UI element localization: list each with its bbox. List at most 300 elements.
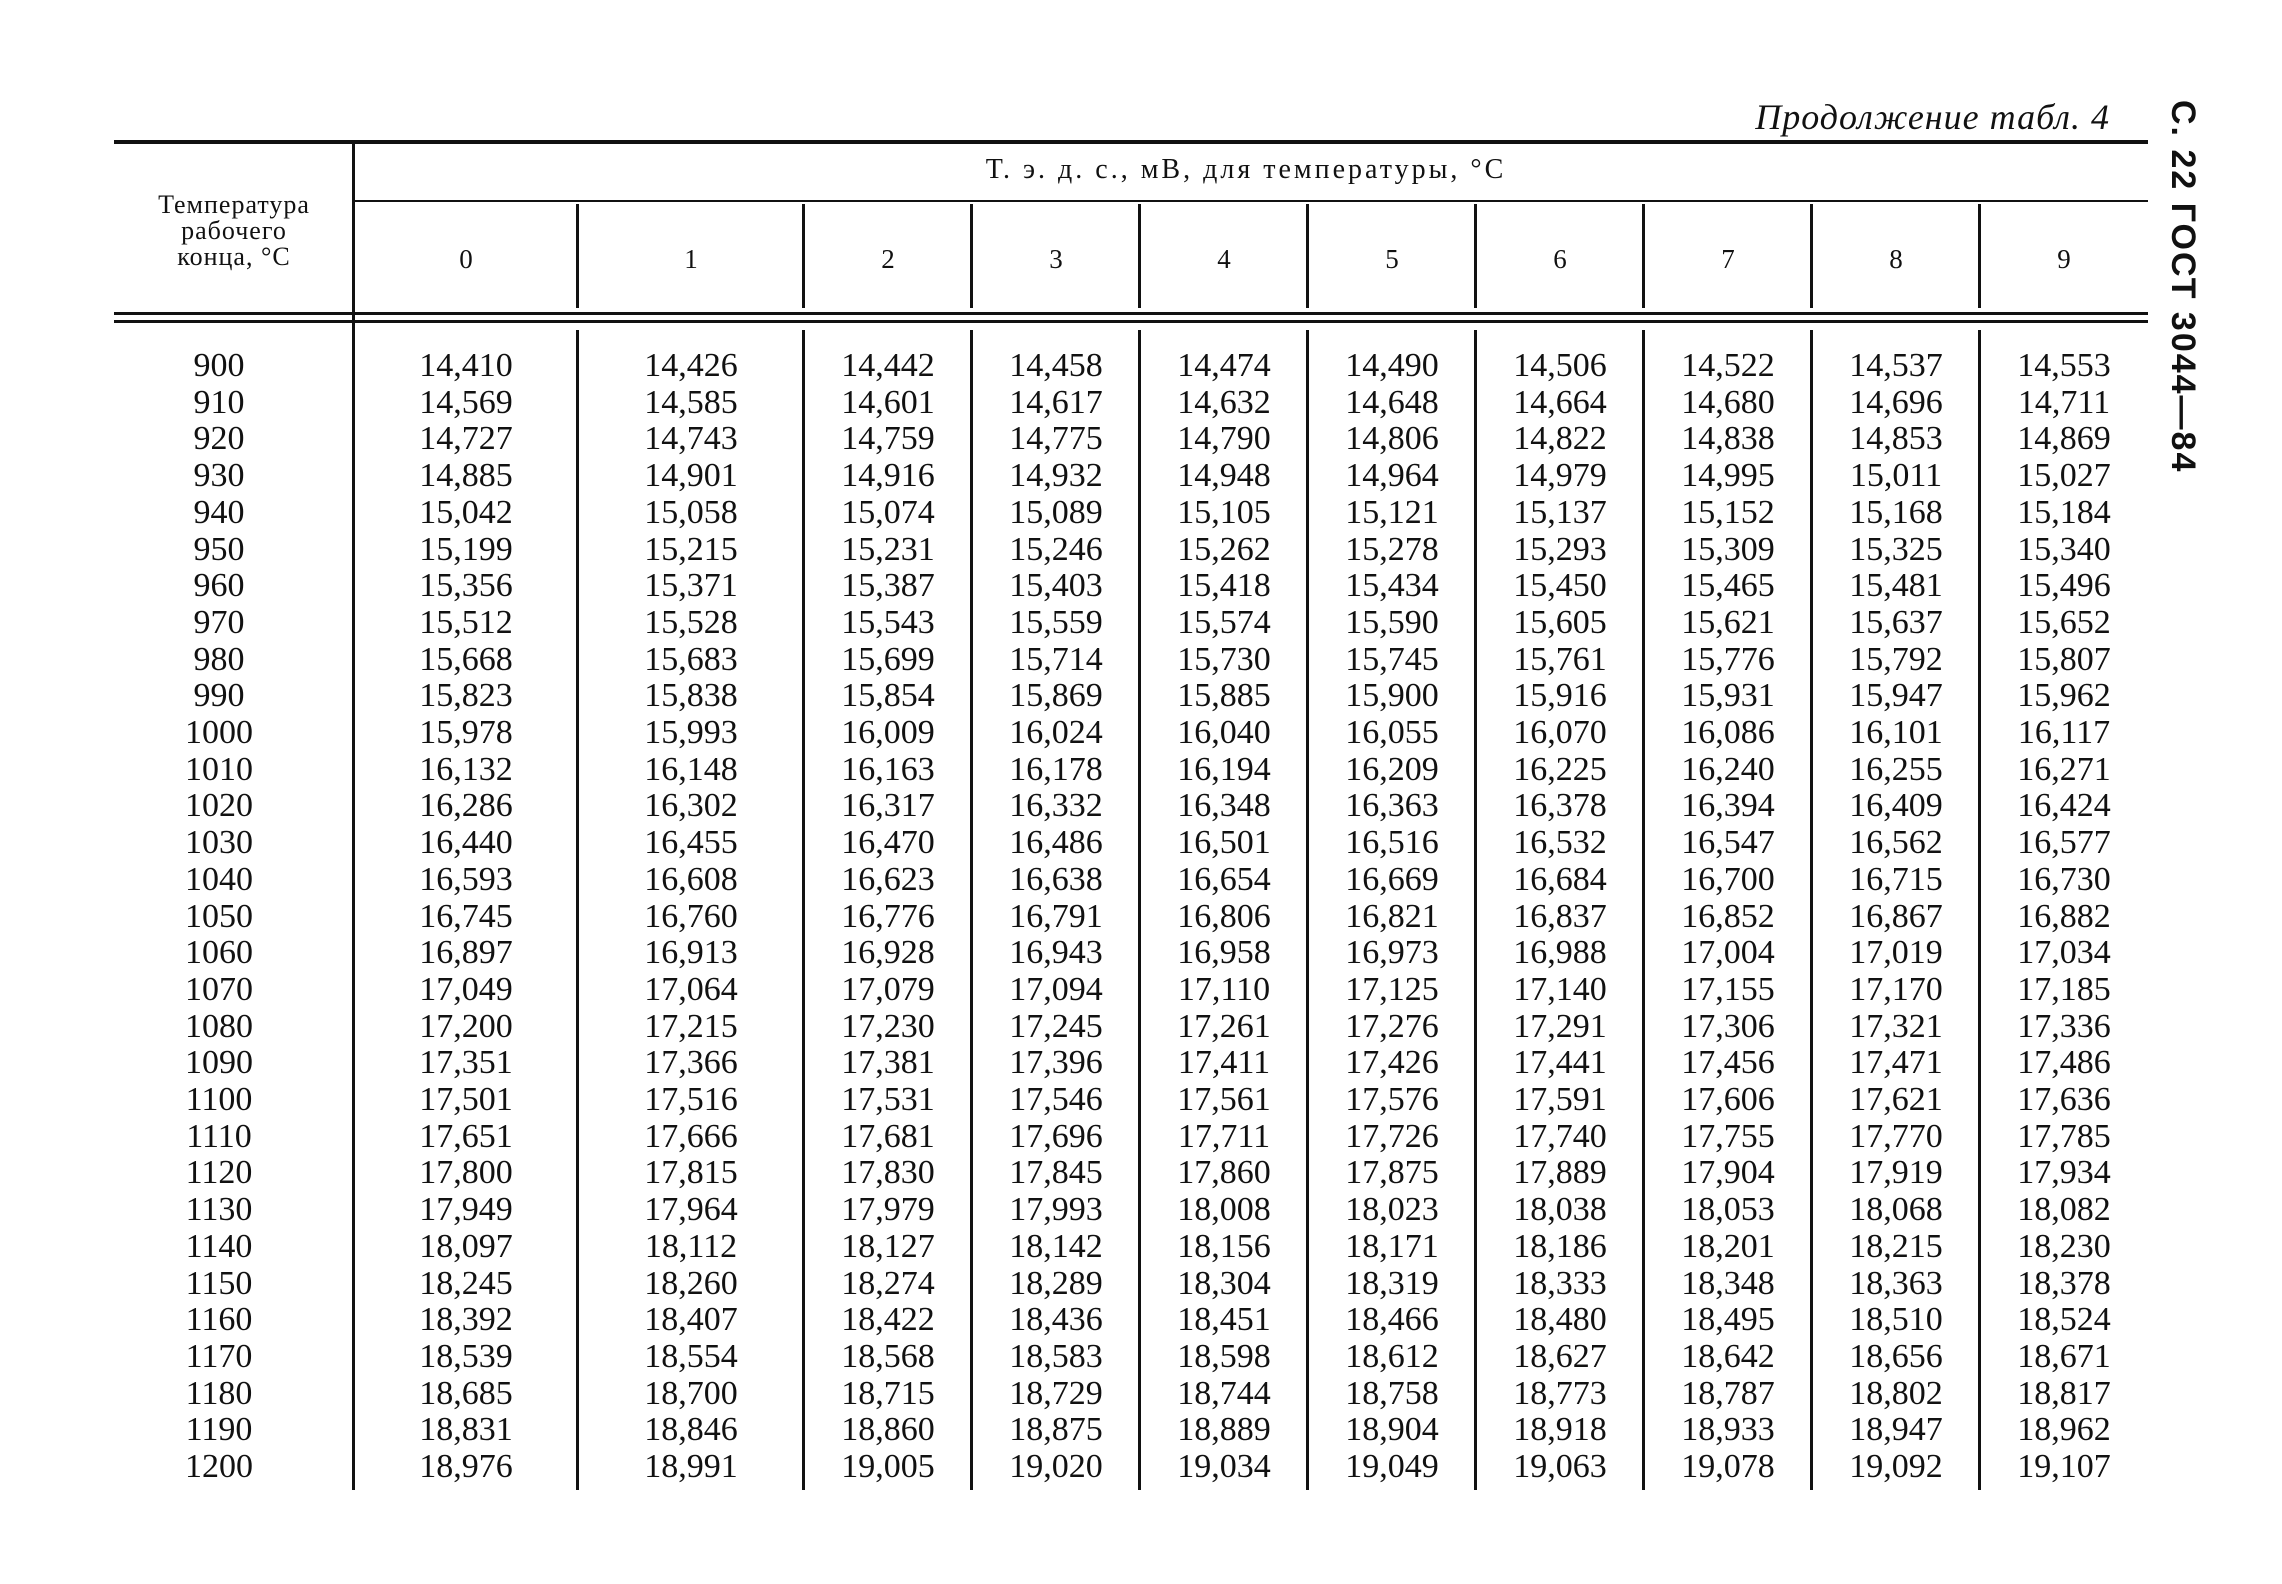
table-cell: 18,392 xyxy=(419,1301,513,1339)
table-cell: 17,125 xyxy=(1345,970,1439,1008)
table-cell: 17,516 xyxy=(644,1081,738,1118)
table-cell: 18,023 xyxy=(1345,1191,1439,1229)
table-cell: 15,605 xyxy=(1513,603,1607,641)
table-cell: 18,627 xyxy=(1513,1337,1607,1375)
table-cell: 17,306 xyxy=(1681,1007,1775,1045)
table-cell: 15,340 xyxy=(2017,530,2111,568)
table-cell: 16,086 xyxy=(1681,714,1775,751)
table-cell: 19,092 xyxy=(1849,1448,1943,1485)
table-cell: 17,140 xyxy=(1513,970,1607,1008)
table-cell: 16,055 xyxy=(1345,714,1439,751)
table-cell: 16,363 xyxy=(1345,787,1439,825)
table-cell: 15,869 xyxy=(1009,677,1103,715)
table-cell: 17,486 xyxy=(2017,1044,2111,1082)
table-cell: 18,407 xyxy=(644,1301,738,1339)
table-cell: 18,304 xyxy=(1177,1264,1271,1302)
table-cell: 18,860 xyxy=(841,1411,935,1449)
table-cell: 15,450 xyxy=(1513,567,1607,605)
row-temperature: 1040 xyxy=(185,860,253,898)
table-cell: 14,822 xyxy=(1513,420,1607,458)
table-cell: 17,636 xyxy=(2017,1081,2111,1118)
page-standard-label: С. 22 ГОСТ 3044—84 xyxy=(2164,100,2202,474)
row-temperature: 960 xyxy=(193,567,245,605)
table-cell: 18,274 xyxy=(841,1264,935,1302)
table-cell: 14,601 xyxy=(841,383,935,421)
table-cell: 16,101 xyxy=(1849,714,1943,751)
table-cell: 15,637 xyxy=(1849,603,1943,641)
table-cell: 17,889 xyxy=(1513,1154,1607,1192)
table-cell: 17,979 xyxy=(841,1191,935,1229)
table-cell: 15,371 xyxy=(644,567,738,605)
table-cell: 17,904 xyxy=(1681,1154,1775,1192)
table-cell: 16,255 xyxy=(1849,750,1943,788)
table-cell: 18,480 xyxy=(1513,1301,1607,1339)
table-cell: 17,501 xyxy=(419,1081,513,1118)
table-cell: 18,875 xyxy=(1009,1411,1103,1449)
table-cell: 17,381 xyxy=(841,1044,935,1082)
table-cell: 15,278 xyxy=(1345,530,1439,568)
table-caption: Продолжение табл. 4 xyxy=(1755,97,2110,137)
table-cell: 17,049 xyxy=(419,970,513,1008)
table-cell: 18,744 xyxy=(1177,1374,1271,1412)
row-temperature: 1090 xyxy=(185,1044,253,1082)
row-temperature: 1160 xyxy=(185,1301,253,1339)
table-cell: 17,845 xyxy=(1009,1154,1103,1192)
table-cell: 16,988 xyxy=(1513,934,1607,972)
row-temperature: 1060 xyxy=(185,934,253,972)
table-cell: 14,664 xyxy=(1513,383,1607,421)
column-header: 1 xyxy=(684,244,698,274)
table-cell: 17,830 xyxy=(841,1154,935,1192)
table-cell: 14,537 xyxy=(1849,347,1943,384)
table-cell: 15,215 xyxy=(644,530,738,568)
table-cell: 18,889 xyxy=(1177,1411,1271,1449)
table-cell: 14,964 xyxy=(1345,457,1439,495)
table-cell: 15,900 xyxy=(1345,677,1439,715)
header-rule xyxy=(114,312,2148,315)
group-rule xyxy=(354,200,2148,202)
table-cell: 16,070 xyxy=(1513,714,1607,751)
table-cell: 18,904 xyxy=(1345,1411,1439,1449)
table-cell: 15,105 xyxy=(1177,493,1271,531)
top-rule xyxy=(114,140,2148,144)
row-temperature: 1180 xyxy=(185,1374,253,1412)
table-cell: 15,528 xyxy=(644,603,738,641)
table-cell: 18,127 xyxy=(841,1227,935,1265)
table-cell: 15,543 xyxy=(841,603,935,641)
table-cell: 15,418 xyxy=(1177,567,1271,605)
table-cell: 18,671 xyxy=(2017,1337,2111,1375)
table-cell: 16,821 xyxy=(1345,897,1439,935)
table-cell: 16,532 xyxy=(1513,824,1607,862)
row-header-line: Температура xyxy=(158,190,310,219)
table-cell: 14,869 xyxy=(2017,420,2111,458)
table-cell: 15,776 xyxy=(1681,640,1775,678)
table-cell: 17,621 xyxy=(1849,1081,1943,1118)
table-cell: 15,931 xyxy=(1681,677,1775,715)
column-header: 6 xyxy=(1553,244,1567,274)
table-cell: 17,396 xyxy=(1009,1044,1103,1082)
table-cell: 18,053 xyxy=(1681,1191,1775,1229)
table-cell: 15,885 xyxy=(1177,677,1271,715)
table-cell: 17,094 xyxy=(1009,970,1103,1008)
table-cell: 17,215 xyxy=(644,1007,738,1045)
table-cell: 17,576 xyxy=(1345,1081,1439,1118)
table-cell: 15,993 xyxy=(644,714,738,751)
table-cell: 15,683 xyxy=(644,640,738,678)
table-cell: 18,583 xyxy=(1009,1337,1103,1375)
column-header: 7 xyxy=(1721,244,1735,274)
table-cell: 16,409 xyxy=(1849,787,1943,825)
table-cell: 14,442 xyxy=(841,347,935,384)
table-cell: 15,121 xyxy=(1345,493,1439,531)
table-cell: 17,441 xyxy=(1513,1044,1607,1082)
table-cell: 17,245 xyxy=(1009,1007,1103,1045)
column-header: 8 xyxy=(1889,244,1903,274)
row-header-line: рабочего xyxy=(181,216,287,245)
row-temperature: 1150 xyxy=(185,1264,253,1302)
table-cell: 14,632 xyxy=(1177,383,1271,421)
table-cell: 16,669 xyxy=(1345,860,1439,898)
table-cell: 18,348 xyxy=(1681,1264,1775,1302)
table-cell: 17,726 xyxy=(1345,1117,1439,1155)
table-cell: 16,791 xyxy=(1009,897,1103,935)
table-cell: 17,546 xyxy=(1009,1081,1103,1118)
table-cell: 16,593 xyxy=(419,860,513,898)
table-cell: 17,004 xyxy=(1681,934,1775,972)
table-cell: 14,901 xyxy=(644,457,738,495)
table-cell: 15,574 xyxy=(1177,603,1271,641)
row-temperature: 1130 xyxy=(185,1191,253,1229)
table-cell: 18,436 xyxy=(1009,1301,1103,1339)
table-cell: 14,979 xyxy=(1513,457,1607,495)
table-cell: 15,465 xyxy=(1681,567,1775,605)
row-temperature: 1140 xyxy=(185,1227,253,1265)
table-cell: 15,699 xyxy=(841,640,935,678)
table-cell: 16,209 xyxy=(1345,750,1439,788)
table-cell: 16,562 xyxy=(1849,824,1943,862)
column-header: 3 xyxy=(1049,244,1063,274)
table-cell: 17,785 xyxy=(2017,1117,2111,1155)
table-cell: 17,155 xyxy=(1681,970,1775,1008)
table-cell: 17,200 xyxy=(419,1007,513,1045)
table-cell: 18,112 xyxy=(644,1227,738,1265)
table-cell: 16,730 xyxy=(2017,860,2111,898)
table-cell: 18,539 xyxy=(419,1337,513,1375)
table-cell: 15,434 xyxy=(1345,567,1439,605)
row-temperature: 1200 xyxy=(185,1448,253,1485)
table-cell: 16,913 xyxy=(644,934,738,972)
table-cell: 17,185 xyxy=(2017,970,2111,1008)
table-cell: 17,606 xyxy=(1681,1081,1775,1118)
table-cell: 18,142 xyxy=(1009,1227,1103,1265)
table-cell: 16,024 xyxy=(1009,714,1103,751)
table-cell: 15,838 xyxy=(644,677,738,715)
table-cell: 18,422 xyxy=(841,1301,935,1339)
table-cell: 16,317 xyxy=(841,787,935,825)
table-cell: 17,800 xyxy=(419,1154,513,1192)
table-cell: 18,495 xyxy=(1681,1301,1775,1339)
column-header: 0 xyxy=(459,244,473,274)
table-cell: 16,760 xyxy=(644,897,738,935)
table-cell: 14,948 xyxy=(1177,457,1271,495)
table-cell: 14,490 xyxy=(1345,347,1439,384)
table-cell: 18,289 xyxy=(1009,1264,1103,1302)
table-cell: 14,743 xyxy=(644,420,738,458)
row-temperature: 980 xyxy=(193,640,245,678)
table-cell: 14,426 xyxy=(644,347,738,384)
table-cell: 18,156 xyxy=(1177,1227,1271,1265)
table-cell: 18,787 xyxy=(1681,1374,1775,1412)
table-cell: 14,885 xyxy=(419,457,513,495)
row-temperature: 1110 xyxy=(186,1117,252,1155)
table-cell: 16,271 xyxy=(2017,750,2111,788)
table-cell: 17,949 xyxy=(419,1191,513,1229)
table-cell: 17,875 xyxy=(1345,1154,1439,1192)
table-cell: 16,715 xyxy=(1849,860,1943,898)
table-cell: 16,332 xyxy=(1009,787,1103,825)
table-cell: 19,034 xyxy=(1177,1448,1271,1485)
row-temperature: 930 xyxy=(193,457,245,495)
table-cell: 16,132 xyxy=(419,750,513,788)
table-cell: 19,049 xyxy=(1345,1448,1439,1485)
table-cell: 17,591 xyxy=(1513,1081,1607,1118)
table-cell: 16,897 xyxy=(419,934,513,972)
table-cell: 16,148 xyxy=(644,750,738,788)
table-cell: 14,585 xyxy=(644,383,738,421)
row-temperature: 910 xyxy=(193,383,245,421)
row-temperature: 940 xyxy=(193,493,245,531)
row-header-line: конца, °С xyxy=(177,242,291,271)
column-header: 5 xyxy=(1385,244,1399,274)
table-cell: 14,932 xyxy=(1009,457,1103,495)
table-cell: 18,378 xyxy=(2017,1264,2111,1302)
table-cell: 17,456 xyxy=(1681,1044,1775,1082)
table-cell: 18,260 xyxy=(644,1264,738,1302)
table-cell: 17,079 xyxy=(841,970,935,1008)
table-cell: 18,817 xyxy=(2017,1374,2111,1412)
table-cell: 15,559 xyxy=(1009,603,1103,641)
table-cell: 15,309 xyxy=(1681,530,1775,568)
table-cell: 17,755 xyxy=(1681,1117,1775,1155)
table-cell: 18,215 xyxy=(1849,1227,1943,1265)
table-cell: 15,807 xyxy=(2017,640,2111,678)
table-cell: 18,319 xyxy=(1345,1264,1439,1302)
table-cell: 17,019 xyxy=(1849,934,1943,972)
table-cell: 16,623 xyxy=(841,860,935,898)
table-cell: 16,286 xyxy=(419,787,513,825)
table-cell: 17,666 xyxy=(644,1117,738,1155)
table-cell: 17,291 xyxy=(1513,1007,1607,1045)
table-cell: 15,496 xyxy=(2017,567,2111,605)
table-cell: 16,040 xyxy=(1177,714,1271,751)
table-cell: 16,178 xyxy=(1009,750,1103,788)
table-cell: 15,137 xyxy=(1513,493,1607,531)
table-cell: 15,916 xyxy=(1513,677,1607,715)
table-cell: 17,964 xyxy=(644,1191,738,1229)
table-cell: 15,152 xyxy=(1681,493,1775,531)
table-cell: 16,928 xyxy=(841,934,935,972)
table-cell: 18,933 xyxy=(1681,1411,1775,1449)
table-cell: 16,378 xyxy=(1513,787,1607,825)
row-header xyxy=(114,192,354,270)
table-cell: 14,569 xyxy=(419,383,513,421)
table-cell: 16,163 xyxy=(841,750,935,788)
table-cell: 15,792 xyxy=(1849,640,1943,678)
row-temperature: 1050 xyxy=(185,897,253,935)
table-cell: 17,696 xyxy=(1009,1117,1103,1155)
table-cell: 15,074 xyxy=(841,493,935,531)
table-cell: 17,711 xyxy=(1177,1117,1271,1155)
table-cell: 17,411 xyxy=(1177,1044,1271,1082)
table-cell: 14,838 xyxy=(1681,420,1775,458)
table-cell: 15,978 xyxy=(419,714,513,751)
table-cell: 18,363 xyxy=(1849,1264,1943,1302)
table-cell: 17,531 xyxy=(841,1081,935,1118)
table-cell: 18,568 xyxy=(841,1337,935,1375)
table-cell: 16,240 xyxy=(1681,750,1775,788)
table-cell: 16,882 xyxy=(2017,897,2111,935)
table-cell: 19,107 xyxy=(2017,1448,2111,1485)
table-cell: 16,867 xyxy=(1849,897,1943,935)
table-cell: 18,171 xyxy=(1345,1227,1439,1265)
table-cell: 14,474 xyxy=(1177,347,1271,384)
table-cell: 18,524 xyxy=(2017,1301,2111,1339)
table-cell: 15,011 xyxy=(1849,457,1943,495)
table-cell: 16,394 xyxy=(1681,787,1775,825)
table-cell: 17,351 xyxy=(419,1044,513,1082)
table-cell: 14,648 xyxy=(1345,383,1439,421)
table-cell: 19,020 xyxy=(1009,1448,1103,1485)
table-cell: 17,934 xyxy=(2017,1154,2111,1192)
table-cell: 16,852 xyxy=(1681,897,1775,935)
table-cell: 15,621 xyxy=(1681,603,1775,641)
table-cell: 15,231 xyxy=(841,530,935,568)
table-cell: 14,617 xyxy=(1009,383,1103,421)
table-cell: 18,554 xyxy=(644,1337,738,1375)
table-cell: 15,668 xyxy=(419,640,513,678)
table-cell: 17,034 xyxy=(2017,934,2111,972)
table-cell: 18,962 xyxy=(2017,1411,2111,1449)
table-cell: 15,325 xyxy=(1849,530,1943,568)
table-cell: 18,758 xyxy=(1345,1374,1439,1412)
table-cell: 18,831 xyxy=(419,1411,513,1449)
table-cell: 14,995 xyxy=(1681,457,1775,495)
table-cell: 17,740 xyxy=(1513,1117,1607,1155)
table-cell: 16,608 xyxy=(644,860,738,898)
table-cell: 18,097 xyxy=(419,1227,513,1265)
table-cell: 16,302 xyxy=(644,787,738,825)
table-cell: 16,455 xyxy=(644,824,738,862)
table-cell: 15,387 xyxy=(841,567,935,605)
table-cell: 15,823 xyxy=(419,677,513,715)
table-cell: 19,078 xyxy=(1681,1448,1775,1485)
table-cell: 15,184 xyxy=(2017,493,2111,531)
table-cell: 16,638 xyxy=(1009,860,1103,898)
table-cell: 18,333 xyxy=(1513,1264,1607,1302)
table-cell: 16,837 xyxy=(1513,897,1607,935)
table-cell: 15,854 xyxy=(841,677,935,715)
table-cell: 15,042 xyxy=(419,493,513,531)
table-cell: 19,005 xyxy=(841,1448,935,1485)
table-cell: 17,471 xyxy=(1849,1044,1943,1082)
table-cell: 18,082 xyxy=(2017,1191,2111,1229)
table-cell: 16,348 xyxy=(1177,787,1271,825)
table-cell: 18,846 xyxy=(644,1411,738,1449)
table-cell: 16,684 xyxy=(1513,860,1607,898)
table-cell: 17,336 xyxy=(2017,1007,2111,1045)
table-cell: 18,656 xyxy=(1849,1337,1943,1375)
table-cell: 18,068 xyxy=(1849,1191,1943,1229)
row-temperature: 900 xyxy=(193,347,245,384)
table-cell: 15,730 xyxy=(1177,640,1271,678)
row-temperature: 1000 xyxy=(185,714,253,751)
table-cell: 14,696 xyxy=(1849,383,1943,421)
table-cell: 18,729 xyxy=(1009,1374,1103,1412)
table-cell: 15,512 xyxy=(419,603,513,641)
table-cell: 18,802 xyxy=(1849,1374,1943,1412)
table-cell: 15,590 xyxy=(1345,603,1439,641)
table-cell: 15,027 xyxy=(2017,457,2111,495)
table-cell: 16,700 xyxy=(1681,860,1775,898)
table-cell: 16,424 xyxy=(2017,787,2111,825)
table-cell: 17,426 xyxy=(1345,1044,1439,1082)
table-cell: 17,110 xyxy=(1177,970,1271,1008)
table-cell: 14,853 xyxy=(1849,420,1943,458)
table-cell: 18,685 xyxy=(419,1374,513,1412)
table-cell: 18,715 xyxy=(841,1374,935,1412)
table-cell: 14,916 xyxy=(841,457,935,495)
table-cell: 16,194 xyxy=(1177,750,1271,788)
table-cell: 15,293 xyxy=(1513,530,1607,568)
table-cell: 18,186 xyxy=(1513,1227,1607,1265)
row-temperature: 1010 xyxy=(185,750,253,788)
table-cell: 15,168 xyxy=(1849,493,1943,531)
table-cell: 17,993 xyxy=(1009,1191,1103,1229)
table-cell: 17,366 xyxy=(644,1044,738,1082)
table-cell: 15,199 xyxy=(419,530,513,568)
table-cell: 16,943 xyxy=(1009,934,1103,972)
table-cell: 17,770 xyxy=(1849,1117,1943,1155)
table-cell: 18,038 xyxy=(1513,1191,1607,1229)
table-cell: 14,775 xyxy=(1009,420,1103,458)
table-cell: 17,170 xyxy=(1849,970,1943,1008)
row-temperature: 920 xyxy=(193,420,245,458)
table-cell: 15,652 xyxy=(2017,603,2111,641)
table-cell: 18,773 xyxy=(1513,1374,1607,1412)
row-temperature: 1020 xyxy=(185,787,253,825)
table-cell: 15,246 xyxy=(1009,530,1103,568)
table-cell: 15,714 xyxy=(1009,640,1103,678)
table-cell: 14,553 xyxy=(2017,347,2111,384)
table-cell: 17,561 xyxy=(1177,1081,1271,1118)
table-cell: 14,506 xyxy=(1513,347,1607,384)
table-cell: 15,089 xyxy=(1009,493,1103,531)
table-cell: 14,458 xyxy=(1009,347,1103,384)
table-cell: 16,958 xyxy=(1177,934,1271,972)
table-cell: 18,230 xyxy=(2017,1227,2111,1265)
table-cell: 14,680 xyxy=(1681,383,1775,421)
table-cell: 14,790 xyxy=(1177,420,1271,458)
emf-table xyxy=(114,140,2138,1520)
table-cell: 16,654 xyxy=(1177,860,1271,898)
table-cell: 18,612 xyxy=(1345,1337,1439,1375)
table-cell: 14,410 xyxy=(419,347,513,384)
row-temperature: 1070 xyxy=(185,970,253,1008)
table-cell: 17,860 xyxy=(1177,1154,1271,1192)
column-header: 4 xyxy=(1217,244,1231,274)
row-temperature: 1100 xyxy=(185,1081,253,1118)
